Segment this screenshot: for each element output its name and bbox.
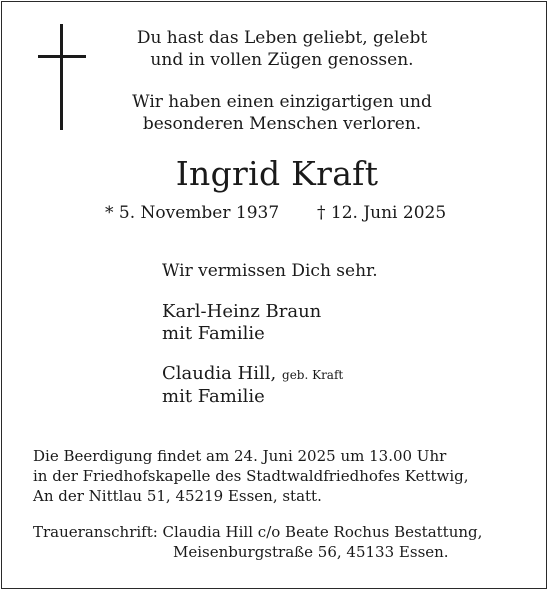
verse-line: Du hast das Leben geliebt, gelebt <box>136 28 428 48</box>
mourning-address-line: Meisenburgstraße 56, 45133 Essen. <box>173 543 449 561</box>
verse-line: Wir haben einen einzigartigen und <box>132 92 432 112</box>
verse-stanza-2 <box>97 91 467 135</box>
verse-stanza-1 <box>97 27 467 71</box>
mourning-address <box>33 522 482 562</box>
deceased-name: Ingrid Kraft <box>175 154 379 193</box>
funeral-info-line: Die Beerdigung findet am 24. Juni 2025 um 13.00 Uhr <box>33 447 447 465</box>
mourning-address-line: Traueranschrift: Claudia Hill c/o Beate Rochus Bestattung, <box>33 523 483 541</box>
cross-horizontal-bar <box>38 55 86 58</box>
mourner-signature-1 <box>162 301 321 345</box>
birth-date: * 5. November 1937 <box>105 203 280 223</box>
verse-line: besonderen Menschen verloren. <box>142 114 422 134</box>
funeral-info <box>33 446 469 506</box>
obituary-frame <box>1 1 547 589</box>
mourner-name: Karl-Heinz Braun <box>162 301 322 322</box>
mourner-signature-2 <box>162 363 343 408</box>
mourner-suffix: mit Familie <box>162 386 265 407</box>
mourner-suffix: mit Familie <box>162 323 265 344</box>
cross-vertical-bar <box>60 24 63 130</box>
mourner-name: Claudia Hill, <box>162 363 277 384</box>
verse-line: und in vollen Zügen genossen. <box>150 50 414 70</box>
funeral-info-line: An der Nittlau 51, 45219 Essen, statt. <box>33 487 322 505</box>
death-date: † 12. Juni 2025 <box>317 203 447 223</box>
mourning-message: Wir vermissen Dich sehr. <box>162 261 378 281</box>
maiden-name-note: geb. Kraft <box>282 368 344 382</box>
funeral-info-line: in der Friedhofskapelle des Stadtwaldfriedhofes Kettwig, <box>33 467 469 485</box>
